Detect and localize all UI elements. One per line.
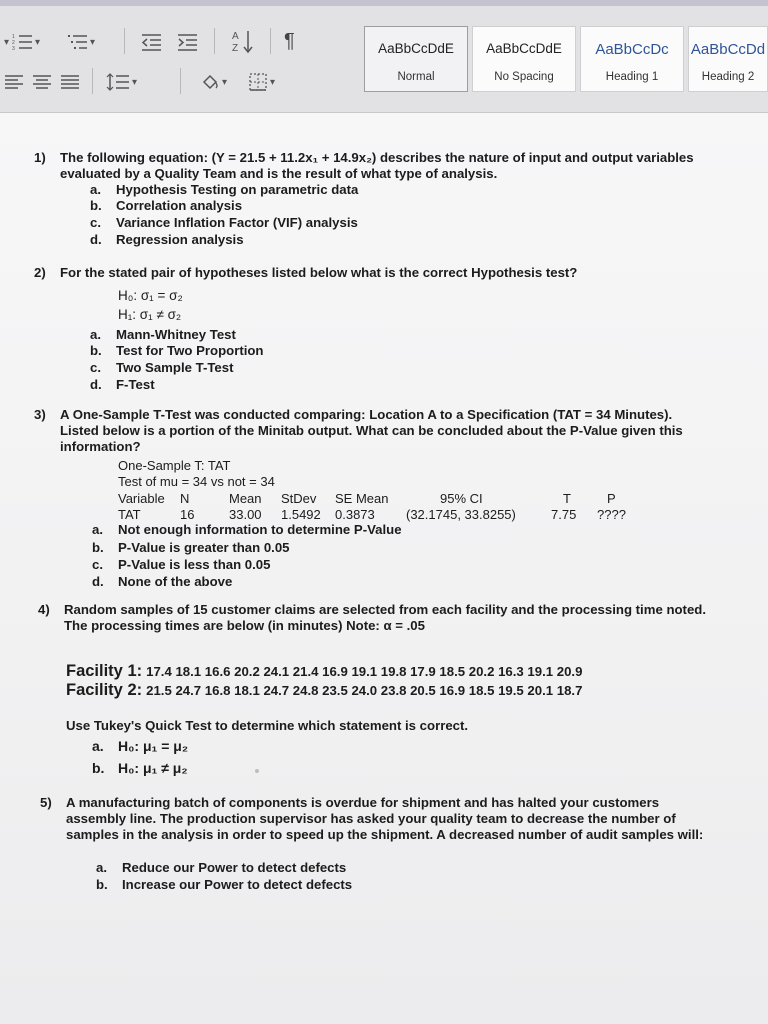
- minitab-test-line: Test of mu = 34 vs not = 34: [118, 474, 275, 489]
- style-sample: AaBbCcDdE: [486, 41, 562, 56]
- style-no-spacing[interactable]: [472, 26, 576, 92]
- option-2d: [90, 377, 155, 392]
- option-text: Test for Two Proportion: [116, 343, 264, 358]
- option-text: Not enough information to determine P-Value: [118, 522, 402, 537]
- style-normal[interactable]: [364, 26, 468, 92]
- option-letter: b.: [90, 198, 102, 213]
- minitab-output-title: One-Sample T: TAT: [118, 458, 231, 473]
- option-letter: a.: [92, 738, 104, 754]
- option-5a: [96, 860, 346, 875]
- tukey-instruction: Use Tukey's Quick Test to determine which statement is correct.: [66, 718, 469, 733]
- option-letter: c.: [90, 360, 101, 375]
- question-number: 1): [34, 150, 46, 165]
- numbered-list-icon: [11, 32, 33, 52]
- decrease-indent-button[interactable]: [140, 32, 162, 52]
- chevron-down-icon: ▾: [35, 36, 41, 48]
- style-name: No Spacing: [494, 71, 554, 83]
- multilevel-list-icon: [66, 32, 88, 52]
- svg-text:1: 1: [12, 34, 15, 40]
- style-name: Heading 1: [605, 71, 659, 83]
- svg-text:3: 3: [12, 46, 15, 52]
- alternative-hypothesis: H₁: σ₁ ≠ σ₂: [118, 307, 182, 322]
- option-2a: [90, 327, 236, 342]
- option-4b: [92, 760, 188, 776]
- option-text: P-Value is less than 0.05: [118, 557, 271, 572]
- option-1a: [90, 182, 358, 197]
- option-1c: [90, 215, 358, 230]
- option-text: Two Sample T-Test: [116, 360, 234, 375]
- facility-1-data: [66, 662, 582, 681]
- chevron-down-icon: ▾: [132, 76, 138, 88]
- question-text: Random samples of 15 customer claims are selected from each facility and the processing time noted. The processing times are below (in minutes) Note: α = .05: [64, 602, 707, 633]
- table-cell-t: 7.75: [551, 507, 577, 522]
- option-5b: [96, 877, 352, 892]
- divider: [92, 68, 93, 94]
- option-3b: [92, 540, 290, 555]
- option-text: Variance Inflation Factor (VIF) analysis: [116, 215, 358, 230]
- facility-1-label: Facility 1:: [66, 662, 143, 680]
- increase-indent-button[interactable]: [176, 32, 198, 52]
- borders-icon: [248, 72, 268, 92]
- borders-button[interactable]: [248, 72, 275, 92]
- option-text: Hypothesis Testing on parametric data: [116, 182, 359, 197]
- option-text: P-Value is greater than 0.05: [118, 540, 290, 555]
- option-letter: c.: [90, 215, 101, 230]
- question-number: 2): [34, 265, 46, 280]
- table-cell-stdev: 1.5492: [281, 507, 321, 522]
- option-text: Mann-Whitney Test: [116, 327, 236, 342]
- align-left-button[interactable]: [4, 73, 24, 91]
- question-number: 3): [34, 407, 46, 422]
- question-number: 5): [40, 795, 52, 810]
- sort-button[interactable]: [230, 28, 256, 54]
- align-left-icon: [4, 73, 24, 91]
- table-cell-n: 16: [180, 507, 195, 522]
- option-4a: [92, 738, 188, 754]
- multilevel-list-button[interactable]: [4, 32, 40, 52]
- style-name: Heading 2: [701, 71, 755, 83]
- option-letter: a.: [96, 860, 107, 875]
- table-cell-ci: (32.1745, 33.8255): [406, 507, 516, 522]
- option-letter: c.: [92, 557, 103, 572]
- chevron-down-icon: ▾: [90, 36, 96, 48]
- option-letter: b.: [96, 877, 108, 892]
- line-spacing-button[interactable]: [106, 72, 137, 92]
- option-2c: [90, 360, 233, 375]
- option-3c: [92, 557, 270, 572]
- table-cell-se-mean: 0.3873: [335, 507, 375, 522]
- line-spacing-icon: [106, 72, 130, 92]
- divider: [214, 28, 215, 54]
- facility-2-data: [66, 681, 582, 700]
- svg-text:2: 2: [12, 40, 15, 46]
- option-3d: [92, 574, 232, 589]
- option-letter: a.: [92, 522, 103, 537]
- chevron-down-icon: ▾: [222, 76, 228, 88]
- question-text: A One-Sample T-Test was conducted comparing: Location A to a Specification (TAT = 34 Minutes). Listed below is a portion of the Minitab output. What can be concluded about the P-Value given this information?: [60, 407, 683, 454]
- justify-button[interactable]: [60, 73, 80, 91]
- ribbon-top-edge: [0, 0, 768, 6]
- divider: [124, 28, 125, 54]
- facility-2-label: Facility 2:: [66, 681, 143, 699]
- option-text: Correlation analysis: [116, 198, 243, 213]
- option-text: F-Test: [116, 377, 155, 392]
- pilcrow-icon: ¶: [284, 30, 295, 52]
- null-hypothesis: H₀: σ₁ = σ₂: [118, 288, 183, 303]
- table-header-n: N: [180, 491, 190, 506]
- table-header-stdev: StDev: [281, 491, 317, 506]
- divider: [180, 68, 181, 94]
- option-text: H₀: μ₁ ≠ μ₂: [118, 760, 188, 776]
- option-letter: b.: [92, 540, 104, 555]
- align-center-icon: [32, 73, 52, 91]
- table-header-t: T: [563, 491, 571, 506]
- svg-text:A: A: [232, 31, 239, 42]
- stray-mark: [255, 769, 259, 773]
- table-header-variable: Variable: [118, 491, 165, 506]
- option-letter: d.: [90, 232, 102, 247]
- facility-1-values: 17.4 18.1 16.6 20.2 24.1 21.4 16.9 19.1 19.8 17.9 18.5 20.2 16.3 19.1 20.9: [146, 664, 583, 679]
- table-header-p: P: [607, 491, 616, 506]
- question-text: A manufacturing batch of components is overdue for shipment and has halted your customers assembly line. The production supervisor has asked your quality team to decrease the number of samples in the analysis in order to speed up the shipment. A decreased number of audit samples will:: [66, 795, 704, 842]
- ribbon-toolbar: [0, 0, 768, 113]
- style-name: Normal: [397, 71, 435, 83]
- chevron-down-icon: ▾: [4, 36, 10, 48]
- option-letter: a.: [90, 327, 101, 342]
- shading-button[interactable]: [200, 72, 227, 92]
- question-text: The following equation: (Y = 21.5 + 11.2x₁ + 14.9x₂) describes the nature of input and output variables evaluated by a Quality Team and is the result of what type of analysis.: [60, 150, 694, 181]
- question-text: For the stated pair of hypotheses listed below what is the correct Hypothesis test?: [60, 265, 578, 280]
- option-1b: [90, 198, 242, 213]
- justify-icon: [60, 73, 80, 91]
- option-text: H₀: μ₁ = μ₂: [118, 738, 189, 754]
- multilevel-list-button[interactable]: [66, 32, 95, 52]
- table-cell-p: ????: [597, 507, 626, 522]
- decrease-indent-icon: [140, 32, 162, 52]
- sort-az-icon: [230, 28, 256, 54]
- option-letter: b.: [92, 760, 105, 776]
- table-header-ci: 95% CI: [440, 491, 483, 506]
- table-header-mean: Mean: [229, 491, 262, 506]
- style-sample: AaBbCcDdE: [378, 41, 454, 56]
- increase-indent-icon: [176, 32, 198, 52]
- facility-2-values: 21.5 24.7 16.8 18.1 24.7 24.8 23.5 24.0 23.8 20.5 16.9 18.5 19.5 20.1 18.7: [146, 683, 583, 698]
- show-formatting-marks-button[interactable]: [284, 30, 295, 53]
- option-text: Increase our Power to detect defects: [122, 877, 353, 892]
- paint-bucket-icon: [200, 72, 220, 92]
- option-3a: [92, 522, 402, 537]
- style-heading-1[interactable]: [580, 26, 684, 92]
- option-2b: [90, 343, 264, 358]
- chevron-down-icon: ▾: [270, 76, 276, 88]
- svg-text:Z: Z: [232, 43, 239, 54]
- style-sample: AaBbCcDd: [690, 41, 766, 58]
- option-letter: a.: [90, 182, 101, 197]
- table-cell-variable: TAT: [118, 507, 141, 522]
- option-text: Reduce our Power to detect defects: [122, 860, 347, 875]
- option-letter: d.: [90, 377, 102, 392]
- divider: [270, 28, 271, 54]
- option-text: Regression analysis: [116, 232, 244, 247]
- style-heading-2[interactable]: [688, 26, 768, 92]
- align-center-button[interactable]: [32, 73, 52, 91]
- table-cell-mean: 33.00: [229, 507, 262, 522]
- table-header-se-mean: SE Mean: [335, 491, 389, 506]
- style-sample: AaBbCcDc: [595, 41, 669, 58]
- option-letter: d.: [92, 574, 104, 589]
- option-1d: [90, 232, 244, 247]
- option-text: None of the above: [118, 574, 233, 589]
- question-number: 4): [38, 602, 50, 617]
- option-letter: b.: [90, 343, 102, 358]
